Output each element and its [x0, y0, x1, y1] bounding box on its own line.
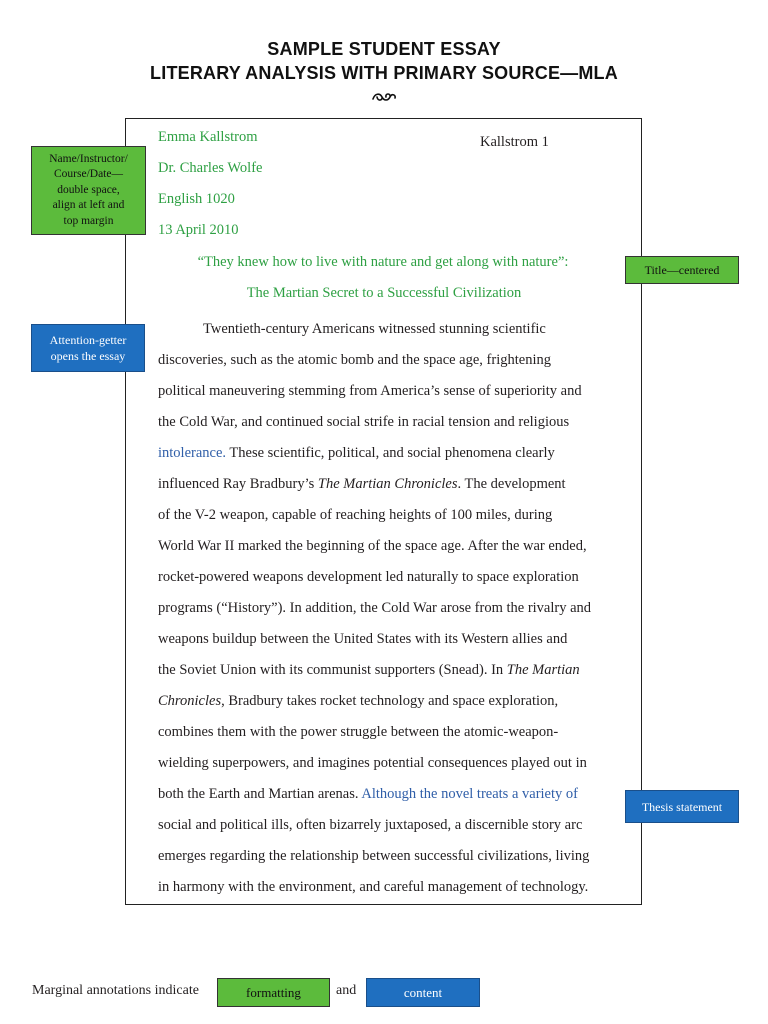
body-line [158, 786, 578, 803]
annotation-attention-getter [31, 324, 145, 372]
book-title: Chronicles [158, 693, 222, 709]
body-text: These scientific, political, and social phenomena clearly [226, 445, 555, 461]
body-text: both the Earth and Martian arenas. [158, 786, 362, 802]
book-title: The Martian [506, 662, 580, 678]
body-line: of the V-2 weapon, capable of reaching heights of 100 miles, during [158, 507, 553, 523]
header-date: 13 April 2010 [158, 222, 239, 238]
body-line: weapons buildup between the United States with its Western allies and [158, 631, 568, 647]
body-line [158, 662, 580, 679]
body-line: rocket-powered weapons development led naturally to space exploration [158, 569, 579, 585]
legend-prefix: Marginal annotations indicate [32, 983, 199, 998]
body-text: the Soviet Union with its communist supporters (Snead). In [158, 662, 507, 678]
header-name: Emma Kallstrom [158, 129, 258, 145]
body-line: in harmony with the environment, and careful management of technology. [158, 879, 589, 895]
body-line: social and political ills, often bizarrely juxtaposed, a discernible story arc [158, 817, 583, 833]
annotation-text: top margin [63, 214, 114, 227]
essay-heading-title: SAMPLE STUDENT ESSAY [267, 39, 501, 59]
annotation-text: Course/Date— [54, 168, 123, 181]
body-line: wielding superpowers, and imagines potential consequences played out in [158, 755, 587, 771]
body-line [158, 693, 558, 710]
body-text: influenced Ray Bradbury’s [158, 476, 318, 492]
annotation-text: Title—centered [644, 263, 720, 277]
annotation-text: Name/Instructor/ [49, 152, 128, 165]
body-text: . The development [457, 476, 566, 492]
body-line: the Cold War, and continued social strife in racial tension and religious [158, 414, 570, 430]
body-text: , Bradbury takes rocket technology and space exploration, [221, 693, 559, 709]
attention-getter-end: intolerance. [158, 445, 227, 461]
legend-formatting-label: formatting [246, 984, 301, 1000]
essay-heading-subtitle: LITERARY ANALYSIS WITH PRIMARY SOURCE—MLA [150, 63, 618, 83]
page-number: Kallstrom 1 [480, 134, 549, 150]
annotation-text: Thesis statement [641, 799, 723, 814]
legend-content-swatch [366, 978, 480, 1007]
annotation-text: double space, [57, 183, 120, 196]
annotation-thesis-statement [625, 790, 739, 823]
essay-title-line1: “They knew how to live with nature and get along with nature”: [197, 254, 569, 270]
header-course: English 1020 [158, 191, 235, 207]
body-line: political maneuvering stemming from America’s sense of superiority and [158, 383, 582, 399]
book-title: The Martian Chronicles [317, 476, 458, 492]
body-line: combines them with the power struggle between the atomic-weapon- [158, 724, 559, 740]
legend-and: and [336, 983, 357, 998]
body-line: emerges regarding the relationship between successful civilizations, living [158, 848, 590, 864]
annotation-header-format [31, 146, 146, 235]
body-line: programs (“History”). In addition, the Cold War arose from the rivalry and [158, 600, 592, 616]
thesis-start: Although the novel treats a variety of [361, 786, 578, 802]
essay-title-line2: The Martian Secret to a Successful Civilization [246, 285, 522, 301]
annotation-text: opens the essay [50, 349, 126, 363]
body-line: World War II marked the beginning of the space age. After the war ended, [158, 538, 587, 554]
body-line: Twentieth-century Americans witnessed stunning scientific [203, 321, 546, 337]
body-line [158, 445, 555, 462]
ornament-icon [371, 90, 397, 104]
body-line: discoveries, such as the atomic bomb and the space age, frightening [158, 352, 551, 368]
annotation-text: align at left and [52, 199, 125, 212]
legend-content-label: content [403, 984, 443, 1000]
annotation-title-centered [625, 256, 739, 284]
body-line [158, 476, 566, 493]
legend-formatting-swatch [217, 978, 330, 1007]
header-instructor: Dr. Charles Wolfe [158, 160, 263, 176]
annotation-text: Attention-getter [49, 333, 127, 347]
